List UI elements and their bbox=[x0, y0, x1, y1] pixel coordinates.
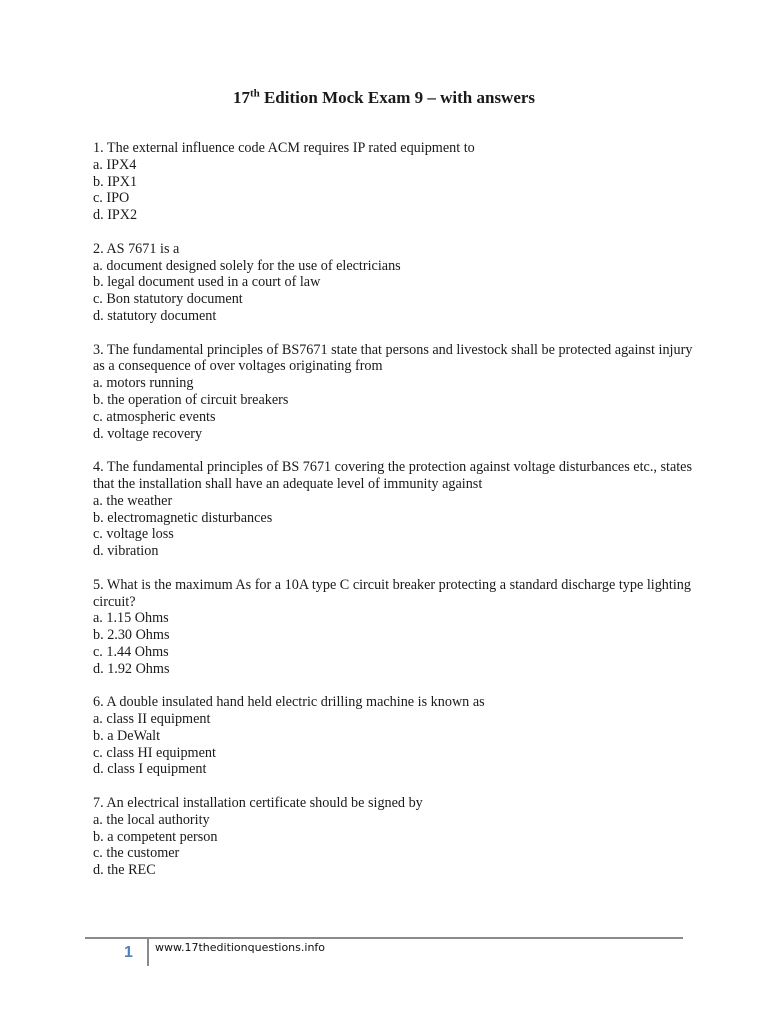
question-text: 5. What is the maximum As for a 10A type C circuit breaker protecting a standard discharge type lighting circuit? bbox=[93, 576, 695, 610]
option-a: a. document designed solely for the use of electricians bbox=[93, 257, 401, 274]
question-4 bbox=[93, 459, 696, 560]
question-text: 4. The fundamental principles of BS 7671 covering the protection against voltage disturbances etc., states that the installation shall have an adequate level of immunity against bbox=[93, 459, 696, 492]
option-a: a. the weather bbox=[93, 492, 173, 509]
question-text: 3. The fundamental principles of BS7671 state that persons and livestock shall be protected against injury as a consequence of over voltages originating from bbox=[93, 341, 696, 375]
question-list bbox=[93, 140, 696, 896]
option-d: d. vibration bbox=[93, 543, 159, 560]
footer-url: www.17theditionquestions.info bbox=[155, 941, 326, 954]
option-b: b. a competent person bbox=[93, 828, 218, 845]
question-text: 7. An electrical installation certificate should be signed by bbox=[93, 795, 423, 812]
question-3 bbox=[93, 341, 696, 443]
option-b: b. IPX1 bbox=[93, 173, 138, 190]
option-a: a. class II equipment bbox=[93, 711, 211, 728]
page-number: 1 bbox=[124, 944, 133, 961]
option-c: c. the customer bbox=[93, 845, 180, 862]
option-a: a. motors running bbox=[93, 375, 194, 392]
option-b: b. 2.30 Ohms bbox=[93, 627, 170, 644]
option-b: b. electromagnetic disturbances bbox=[93, 509, 273, 526]
option-c: c. atmospheric events bbox=[93, 408, 216, 425]
option-d: d. voltage recovery bbox=[93, 425, 203, 442]
title-prefix: 17 bbox=[232, 88, 250, 107]
option-b: b. the operation of circuit breakers bbox=[93, 391, 289, 408]
option-a: a. IPX4 bbox=[93, 156, 137, 173]
title-superscript: th bbox=[249, 87, 260, 100]
question-2 bbox=[93, 241, 693, 325]
option-d: d. 1.92 Ohms bbox=[93, 660, 170, 677]
footer-separator bbox=[147, 939, 149, 966]
question-7 bbox=[93, 795, 693, 879]
option-c: c. IPO bbox=[93, 190, 130, 207]
option-c: c. Bon statutory document bbox=[93, 291, 243, 308]
option-c: c. class HI equipment bbox=[93, 744, 216, 761]
page-title bbox=[0, 86, 768, 110]
title-rest: Edition Mock Exam 9 – with answers bbox=[259, 88, 536, 107]
question-text: 1. The external influence code ACM requires IP rated equipment to bbox=[93, 140, 475, 156]
question-1 bbox=[93, 140, 693, 224]
question-6 bbox=[93, 694, 693, 778]
question-text: 2. AS 7671 is a bbox=[93, 240, 180, 257]
option-c: c. 1.44 Ohms bbox=[93, 643, 169, 660]
question-5 bbox=[93, 577, 693, 678]
option-a: a. 1.15 Ohms bbox=[93, 610, 169, 627]
option-a: a. the local authority bbox=[93, 811, 210, 828]
option-d: d. class I equipment bbox=[93, 761, 207, 778]
question-text: 6. A double insulated hand held electric drilling machine is known as bbox=[93, 694, 485, 711]
option-b: b. a DeWalt bbox=[93, 727, 161, 744]
option-d: d. the REC bbox=[93, 862, 156, 879]
option-c: c. voltage loss bbox=[93, 526, 174, 543]
option-d: d. statutory document bbox=[93, 307, 217, 324]
footer-divider bbox=[85, 937, 683, 939]
option-d: d. IPX2 bbox=[93, 207, 138, 224]
option-b: b. legal document used in a court of law bbox=[93, 274, 321, 291]
